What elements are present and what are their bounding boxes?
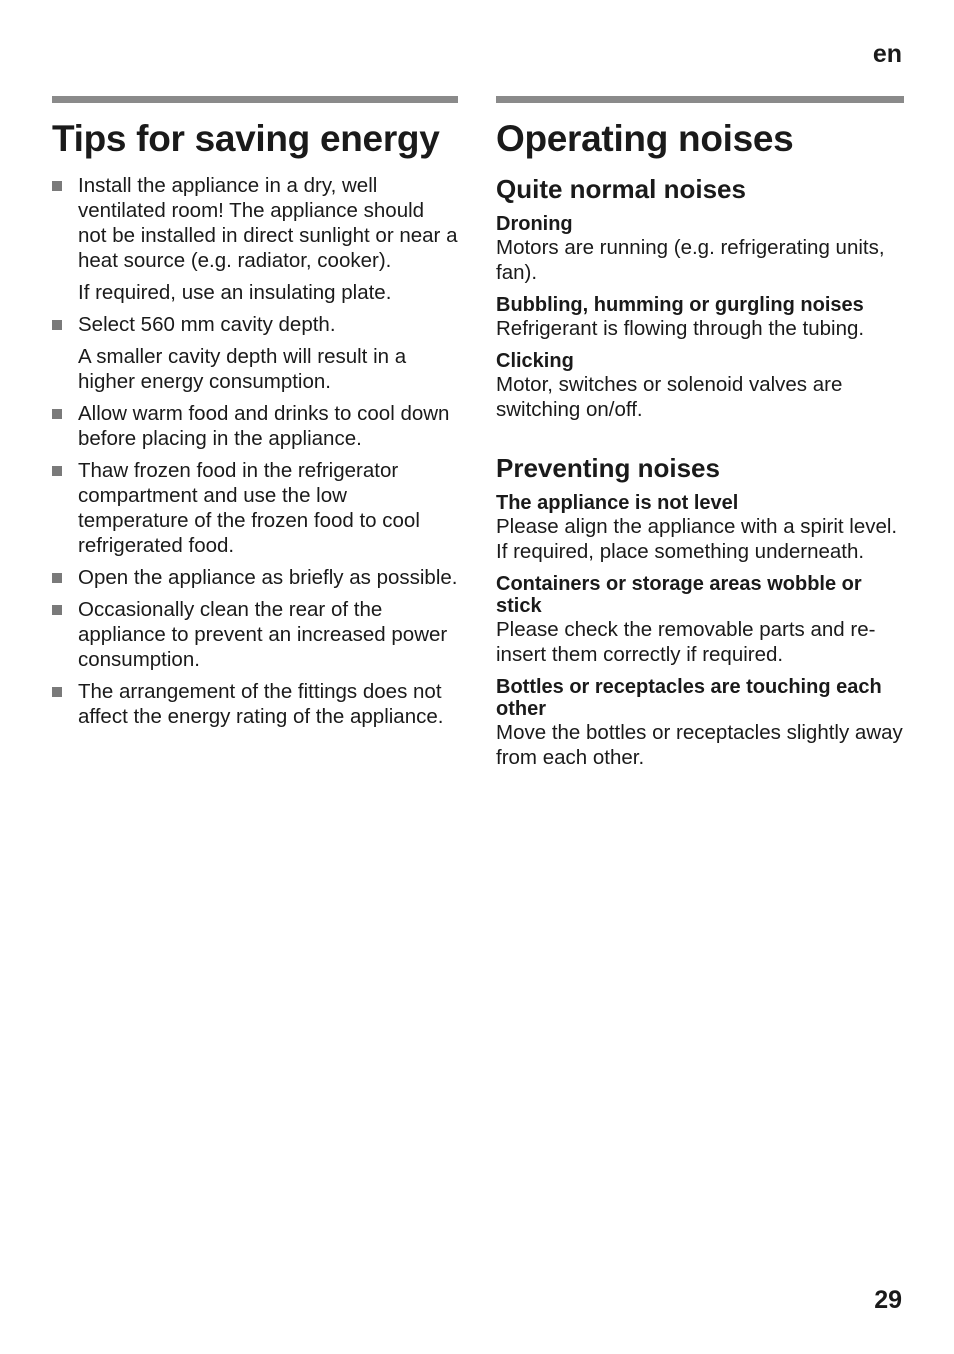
noise-item bbox=[496, 294, 904, 341]
noise-item bbox=[496, 573, 904, 667]
list-item-text: Occasionally clean the rear of the appliance to prevent an increased power consumption. bbox=[78, 598, 448, 671]
subsection-heading-normal: Quite normal noises bbox=[496, 174, 746, 204]
section-divider bbox=[52, 96, 458, 103]
noise-item-text: Motor, switches or solenoid valves are switching on/off. bbox=[496, 373, 843, 421]
noise-item-heading: Clicking bbox=[496, 350, 574, 372]
noise-item bbox=[496, 492, 904, 564]
noise-item-text: Move the bottles or receptacles slightly away from each other. bbox=[496, 721, 903, 769]
noise-item bbox=[496, 676, 904, 770]
subsection-heading-preventing: Preventing noises bbox=[496, 453, 720, 483]
bullet-icon bbox=[52, 466, 62, 476]
operating-noises-section bbox=[496, 96, 904, 779]
bullet-icon bbox=[52, 605, 62, 615]
noise-item-heading: Containers or storage areas wobble or stick bbox=[496, 573, 862, 617]
list-item bbox=[52, 401, 458, 451]
noise-item-text: Motors are running (e.g. refrigerating units, fan). bbox=[496, 236, 885, 284]
energy-tips-section bbox=[52, 96, 458, 736]
bullet-icon bbox=[52, 409, 62, 419]
tips-list bbox=[52, 173, 458, 729]
bullet-icon bbox=[52, 181, 62, 191]
list-item-note: If required, use an insulating plate. bbox=[78, 281, 392, 304]
noise-item bbox=[496, 213, 904, 285]
section-divider bbox=[496, 96, 904, 103]
bullet-icon bbox=[52, 573, 62, 583]
section-title: Tips for saving energy bbox=[52, 118, 440, 159]
noise-item-heading: The appliance is not level bbox=[496, 492, 739, 514]
list-item-text: Allow warm food and drinks to cool down before placing in the appliance. bbox=[78, 402, 450, 450]
noise-item-heading: Bottles or receptacles are touching each other bbox=[496, 676, 882, 720]
language-label: en bbox=[872, 40, 902, 68]
list-item-text: The arrangement of the fittings does not affect the energy rating of the appliance. bbox=[78, 680, 444, 728]
bullet-icon bbox=[52, 687, 62, 697]
bullet-icon bbox=[52, 320, 62, 330]
list-item bbox=[52, 565, 458, 590]
list-item bbox=[52, 458, 458, 558]
list-item bbox=[52, 597, 458, 672]
section-title: Operating noises bbox=[496, 118, 794, 159]
list-item bbox=[52, 312, 458, 394]
noise-item bbox=[496, 350, 904, 422]
noise-item-heading: Droning bbox=[496, 213, 573, 235]
noise-item-text: Please check the removable parts and re-insert them correctly if required. bbox=[496, 618, 876, 666]
noise-item-text: Please align the appliance with a spirit level. If required, place something underneath. bbox=[496, 515, 898, 563]
noise-item-text: Refrigerant is flowing through the tubing. bbox=[496, 317, 865, 340]
page-number: 29 bbox=[874, 1286, 902, 1314]
list-item-text: Open the appliance as briefly as possible. bbox=[78, 566, 458, 589]
list-item-text: Select 560 mm cavity depth. bbox=[78, 313, 336, 336]
list-item bbox=[52, 679, 458, 729]
list-item-text: Install the appliance in a dry, well ventilated room! The appliance should not be installed in direct sunlight or near a heat source (e.g. radiator, cooker). bbox=[78, 174, 458, 272]
list-item-note: A smaller cavity depth will result in a higher energy consumption. bbox=[78, 345, 407, 393]
noise-item-heading: Bubbling, humming or gurgling noises bbox=[496, 294, 864, 316]
list-item bbox=[52, 173, 458, 305]
list-item-text: Thaw frozen food in the refrigerator compartment and use the low temperature of the frozen food to cool refrigerated food. bbox=[78, 459, 420, 557]
